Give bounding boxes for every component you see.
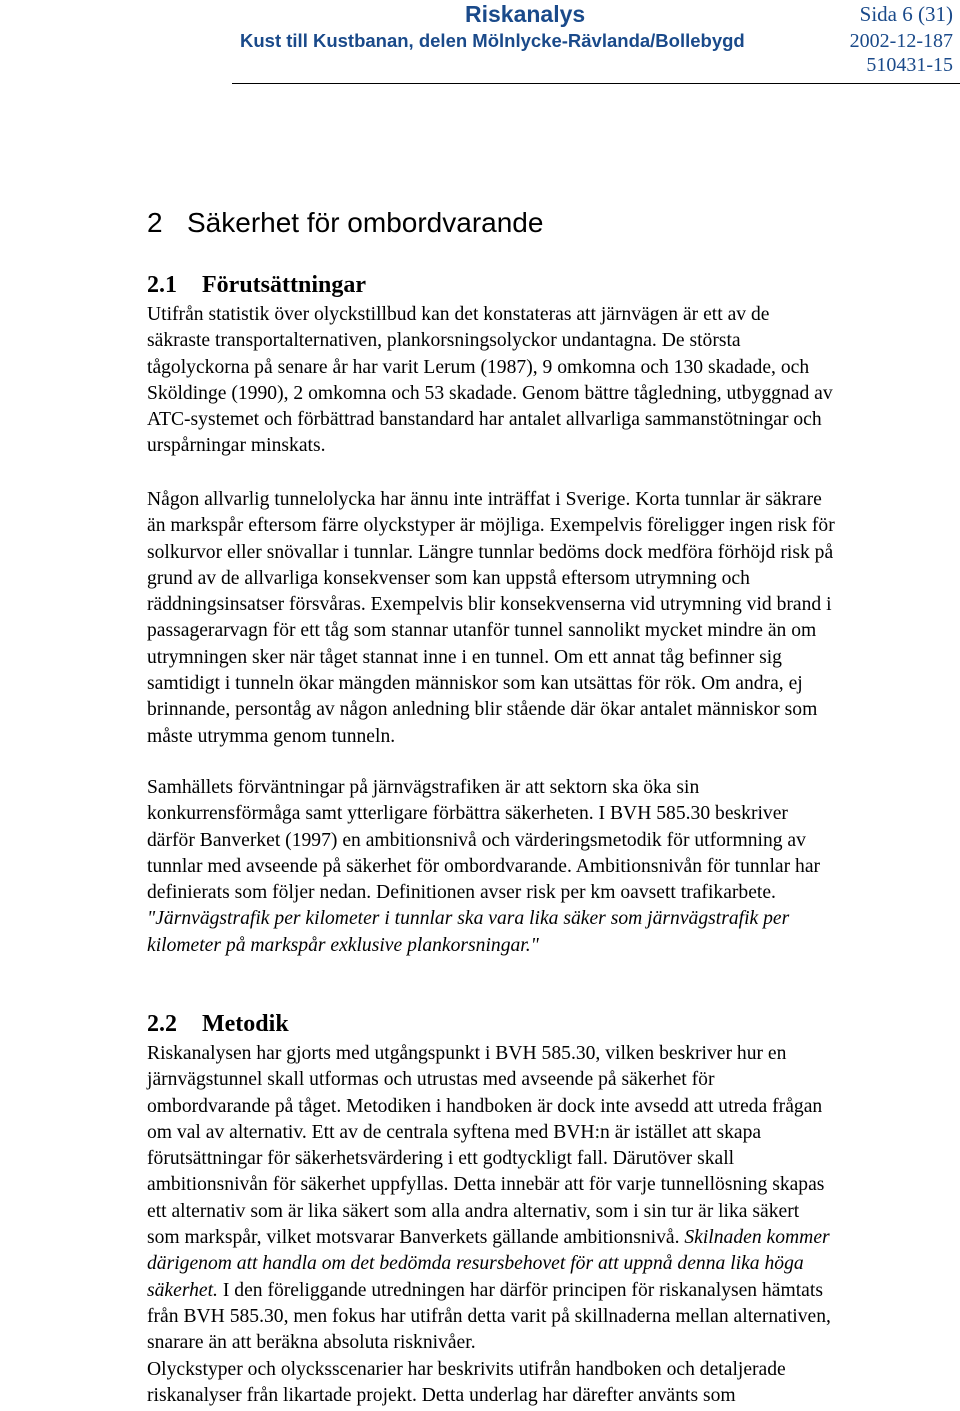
document-id: 510431-15 — [866, 54, 953, 76]
text-line: passagerarvagn för ett tåg som stannar utanför tunnel sannolikt mycket mindre än om — [147, 620, 817, 642]
text-line: ATC-systemet och förbättrad banstandard har antalet allvarliga sammanstötningar och — [147, 409, 822, 431]
text-line: Sköldinge (1990), 2 omkomna och 53 skadade. Genom bättre tågledning, utbyggnad av — [147, 382, 833, 404]
subsection-number: 2.1 — [147, 272, 177, 298]
italic-line: därigenom att handla om det bedömda resursbehovet för att uppnå denna lika höga — [147, 1253, 804, 1275]
subsection-title: Förutsättningar — [202, 272, 366, 298]
text-line: Olyckstyper och olycksscenarier har beskrivits utifrån handboken och detaljerade — [147, 1358, 786, 1380]
section-number: 2 — [147, 207, 163, 238]
header-second-row — [232, 30, 960, 56]
text-line: säkraste transportalternativen, plankorsningsolyckor undantagna. De största — [147, 330, 741, 352]
text-line: samtidigt i tunneln ökar mängden människor som kan utsättas för rök. Om andra, ej — [147, 673, 803, 695]
text-line: utrymningen sker när tåget stannat inne i en tunnel. Om ett annat tåg befinner sig — [147, 646, 782, 668]
subsection-title: Metodik — [202, 1011, 289, 1037]
text-line: järnvägstunnel skall utformas och utrustas med avseende på säkerhet för — [147, 1069, 715, 1091]
text-line: Någon allvarlig tunnelolycka har ännu inte inträffat i Sverige. Korta tunnlar är säkrare — [147, 489, 822, 510]
text-segment: I den föreliggande utredningen har därför principen för riskanalysen hämtats — [222, 1279, 823, 1301]
text-line: Riskanalysen har gjorts med utgångspunkt i BVH 585.30, vilken beskriver hur en — [147, 1043, 787, 1064]
subsection-heading-method — [147, 1011, 289, 1038]
text-line: grund av de allvarliga konsekvenser som kan uppstå eftersom utrymning och — [147, 567, 750, 589]
italic-segment: säkerhet. — [147, 1279, 218, 1301]
header-divider — [232, 83, 960, 84]
text-line: än markspår eftersom färre olyckstyper är möjliga. Exempelvis föreligger ingen risk för — [147, 515, 835, 537]
text-line: brinnande, persontåg av någon anledning blir stående där ökar antalet människor som — [147, 699, 818, 721]
italic-segment: Skilnaden kommer — [684, 1227, 830, 1249]
project-name: Kust till Kustbanan, delen Mölnlycke-Rävlanda/Bollebygd — [240, 30, 745, 51]
text-line — [147, 1278, 947, 1304]
text-line: från BVH 585.30, men fokus har utifrån detta varit på skillnaderna mellan alternativen, — [147, 1305, 831, 1327]
text-line: Samhällets förväntningar på järnvägstrafiken är att sektorn ska öka sin — [147, 777, 700, 798]
text-line: om val av alternativ. Ett av de centrala syftena med BVH:n är istället att skapa — [147, 1121, 762, 1143]
text-line: tunnlar med avseende på säkerhet för ombordvarande. Ambitionsnivån för tunnlar har — [147, 855, 821, 877]
section-title: Säkerhet för ombordvarande — [187, 207, 544, 238]
subsection-heading-prerequisites — [147, 272, 366, 299]
paragraph-methodology — [147, 1041, 947, 1409]
text-line: snarare än att beräkna absoluta risknivåer. — [147, 1332, 476, 1354]
section-heading — [147, 207, 543, 239]
text-line: ambitionsnivån för säkerhet uppfyllas. Detta innebär att för varje tunnellösning skapas — [147, 1174, 825, 1196]
text-line: ombordvarande på tåget. Metodiken i handboken är dock inte avsedd att utreda frågan — [147, 1095, 823, 1117]
text-line: därför Banverket (1997) en ambitionsnivå och värderingsmetodik för utformning av — [147, 829, 806, 851]
text-line: tågolyckorna på senare år har varit Lerum (1987), 9 omkomna och 130 skadade, och — [147, 356, 810, 378]
subsection-number: 2.2 — [147, 1011, 177, 1037]
text-line: definierats som följer nedan. Definitionen avser risk per km oavsett trafikarbete. — [147, 882, 776, 904]
paragraph-statistics — [147, 302, 947, 460]
text-line: ett alternativ som är lika säkert som alla andra alternativ, som i sin tur är lika säkert — [147, 1200, 800, 1222]
header-top-row — [232, 1, 960, 31]
text-segment: som markspår, vilket motsvarar Banverkets gällande ambitionsnivå. — [147, 1227, 680, 1249]
page-number: Sida 6 (31) — [859, 2, 953, 26]
quote-line: "Järnvägstrafik per kilometer i tunnlar ska vara lika säker som järnvägstrafik per — [147, 908, 790, 930]
text-line: riskanalyser från likartade projekt. Detta underlag har därefter använts som — [147, 1384, 736, 1406]
text-line: förutsättningar för säkerhetsvärdering i ett godtyckligt fall. Därutöver skall — [147, 1148, 735, 1170]
text-line: måste utrymma genom tunneln. — [147, 725, 396, 747]
document-date: 2002-12-187 — [849, 30, 953, 52]
paragraph-tunnel-accidents — [147, 487, 947, 750]
paragraph-expectations — [147, 775, 947, 959]
text-line: urspårningar minskats. — [147, 435, 326, 457]
text-line: Utifrån statistik över olyckstillbud kan det konstateras att järnvägen är ett av de — [147, 304, 770, 325]
text-line — [147, 1225, 947, 1251]
text-line: solkurvor eller snövallar i tunnlar. Längre tunnlar bedöms dock medföra förhöjd risk på — [147, 541, 834, 563]
document-title: Riskanalys — [465, 1, 586, 27]
quote-line: kilometer på markspår exklusive plankorsningar." — [147, 934, 539, 956]
text-line: konkurrensförmåga samt ytterligare förbättra säkerheten. I BVH 585.30 beskriver — [147, 803, 788, 825]
text-line: räddningsinsatser försvåras. Exempelvis blir konsekvenserna vid utrymning vid brand i — [147, 594, 832, 616]
